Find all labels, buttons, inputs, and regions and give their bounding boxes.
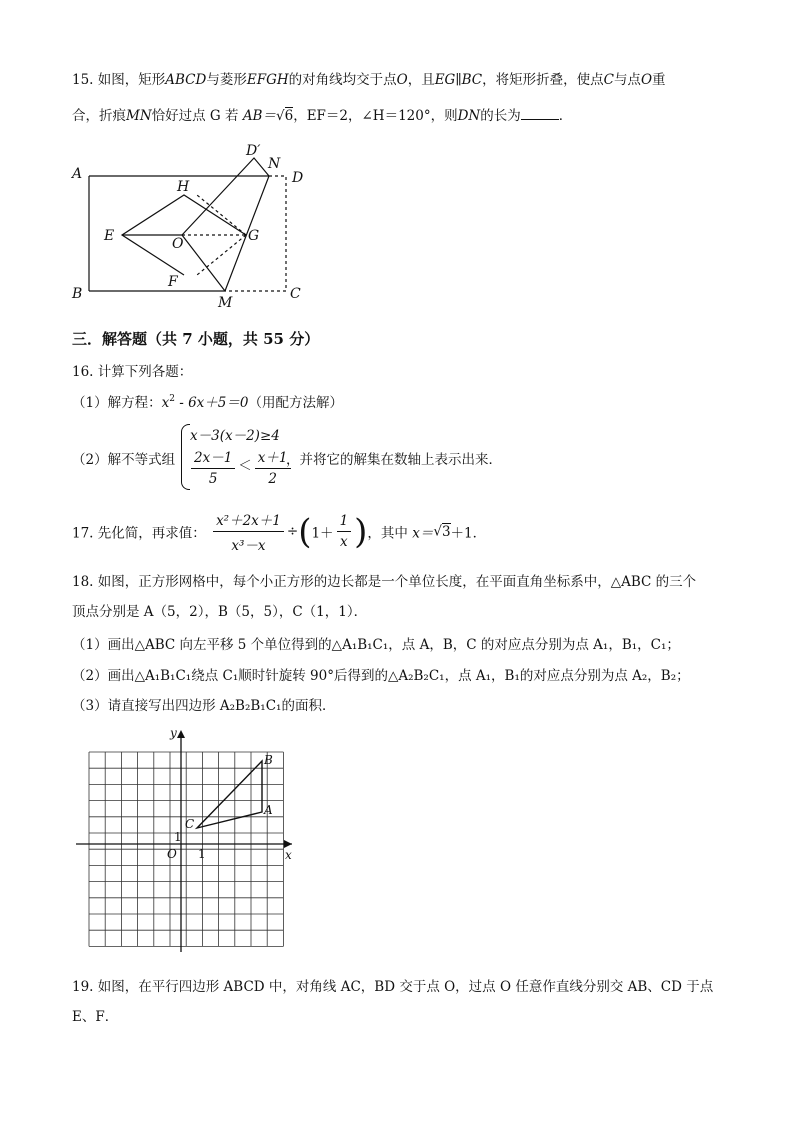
q15-line2: 合，折痕MN恰好过点 G 若 AB＝√6，EF＝2，∠H＝120°，则DN的长为 ．	[72, 108, 573, 124]
q16-ineq2: $\frac{2x-1}{5}$ ＜ $\frac{x+1}{2}$	[188, 446, 294, 487]
y-axis-arrow-icon	[177, 730, 185, 738]
sqrt-sign: √	[275, 108, 285, 124]
svg-text:N: N	[268, 156, 281, 172]
x-axis-arrow-icon	[284, 840, 292, 848]
q19-line1: 19. 如图，在平行四边形 ABCD 中，对角线 AC，BD 交于点 O，过点 O 任意作直线分别交 AB、CD 于点	[72, 979, 714, 995]
svg-text:M: M	[218, 295, 233, 310]
svg-text:1: 1	[198, 847, 206, 861]
q18-part1: （1）画出△ABC 向左平移 5 个单位得到的△A₁B₁C₁，点 A，B，C 的对应点分别为点 A₁，B₁，C₁；	[72, 637, 680, 653]
q19-line2: E、F．	[72, 1009, 119, 1025]
svg-text:y: y	[170, 726, 177, 740]
svg-text:x: x	[285, 848, 292, 862]
q16-part1: （1）解方程：$x^2 - 6x+5=0$（用配方法解）	[72, 394, 343, 411]
svg-text:B: B	[264, 753, 273, 767]
q16-part2-tail: ，并将它的解集在数轴上表示出来．	[286, 452, 502, 468]
svg-text:1: 1	[174, 830, 182, 844]
svg-text:O: O	[172, 236, 184, 252]
q16-ineq1: x－3(x－2)≥4	[190, 428, 280, 444]
svg-text:C: C	[290, 286, 301, 302]
q15-line1: 15. 如图，矩形ABCD与菱形EFGH的对角线均交于点O，且EG∥BC，将矩形折叠，使点C与点O重	[72, 72, 666, 88]
svg-text:A: A	[72, 166, 83, 182]
svg-text:B: B	[72, 286, 83, 302]
svg-text:F: F	[168, 274, 178, 290]
svg-text:E: E	[104, 228, 115, 244]
svg-text:H: H	[177, 179, 190, 195]
answer-blank	[521, 107, 559, 120]
svg-text:A: A	[264, 803, 273, 817]
svg-text:D′: D′	[246, 143, 261, 159]
svg-text:O: O	[167, 847, 177, 861]
svg-text:G: G	[248, 228, 260, 244]
folded-triangle	[182, 158, 269, 291]
q15-figure	[60, 140, 320, 310]
q18-part3: （3）请直接写出四边形 A₂B₂B₁C₁的面积．	[72, 698, 336, 714]
q16-part2-label: （2）解不等式组	[72, 452, 176, 468]
svg-text:D: D	[292, 170, 304, 186]
q18-coordinate-grid	[70, 722, 310, 962]
q18-line2: 顶点分别是 A（5，2），B（5，5），C（1，1）．	[72, 604, 368, 620]
q17: 17. 先化简，再求值： $\frac{\text{x²＋2x＋1}}{\text{x³－x}}$ ÷(1＋ $\frac{1}{x}$ )，其中 x＝√3＋1．	[72, 509, 486, 554]
q18-part2: （2）画出△A₁B₁C₁绕点 C₁顺时针旋转 90°后得到的△A₂B₂C₁，点 A₁，B₁的对应点分别为点 A₂，B₂；	[72, 668, 690, 684]
q16-title: 16. 计算下列各题：	[72, 364, 193, 380]
section-title: 三．解答题（共 7 小题，共 55 分）	[72, 330, 320, 348]
dash-GH	[197, 195, 246, 235]
q18-line1: 18. 如图，正方形网格中，每个小正方形的边长都是一个单位长度，在平面直角坐标系中，△ABC 的三个	[72, 574, 697, 590]
svg-text:C: C	[185, 817, 195, 831]
triangle-ABC	[197, 761, 262, 828]
